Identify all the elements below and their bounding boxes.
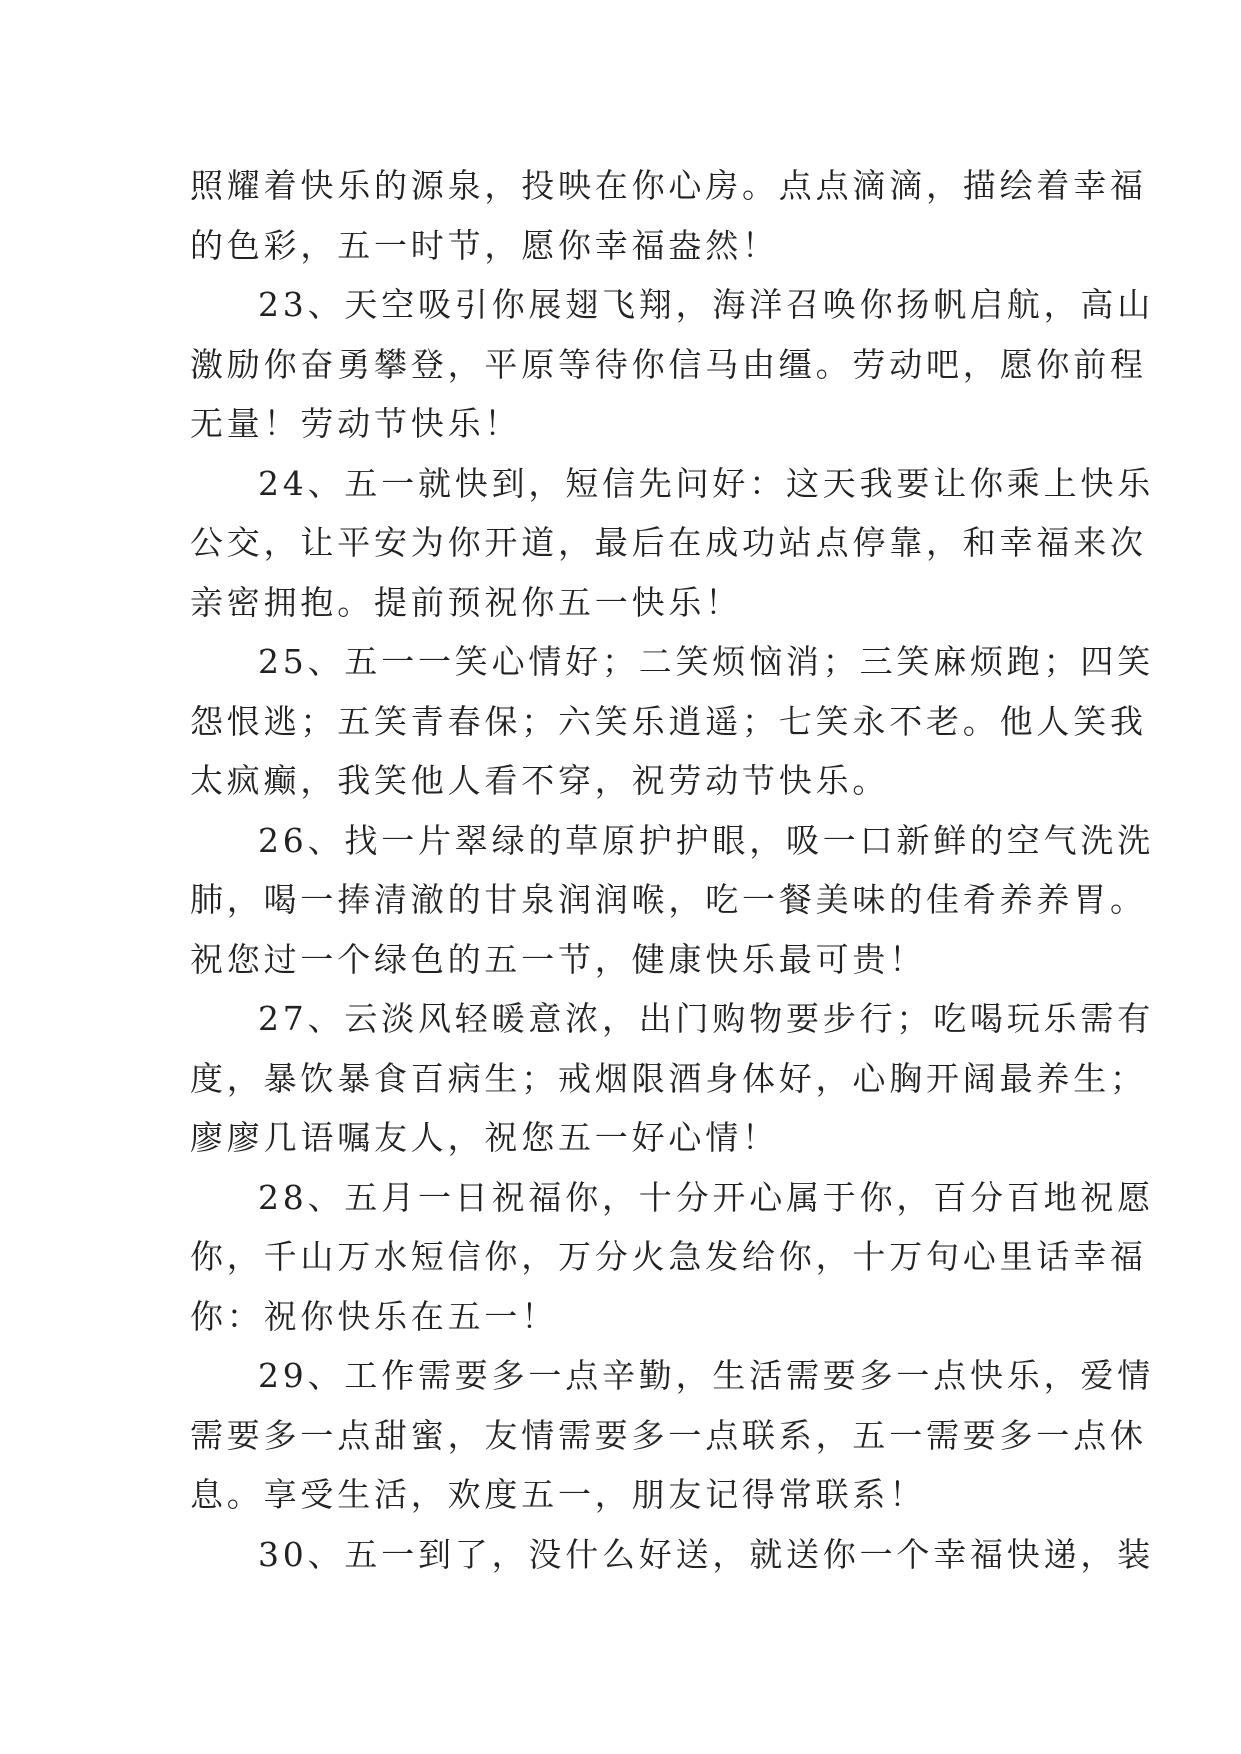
text-line: 你，千山万水短信你，万分火急发给你，十万句心里话幸福 (190, 1237, 1147, 1276)
text-line: 27、云淡风轻暖意浓，出门购物要步行；吃喝玩乐需有 (258, 999, 1154, 1038)
text-line: 度，暴饮暴食百病生；戒烟限酒身体好，心胸开阔最养生； (190, 1058, 1147, 1098)
text-line: 的色彩，五一时节，愿你幸福盎然！ (190, 225, 779, 265)
text-line: 30、五一到了，没什么好送，就送你一个幸福快递，装 (258, 1534, 1154, 1574)
paragraph (190, 275, 1154, 454)
document-body (190, 156, 1154, 1584)
text-line: 26、找一片翠绿的草原护护眼，吸一口新鲜的空气洗洗 (258, 820, 1154, 860)
paragraph (190, 1168, 1154, 1347)
text-line: 照耀着快乐的源泉，投映在你心房。点点滴滴，描绘着幸福 (190, 166, 1147, 205)
text-line: 28、五月一日祝福你，十分开心属于你，百分百地祝愿 (258, 1177, 1154, 1217)
paragraph (190, 811, 1154, 990)
text-line: 无量！劳动节快乐！ (190, 404, 522, 443)
text-line: 肺，喝一捧清澈的甘泉润润喉，吃一餐美味的佳肴养养胃。 (190, 880, 1147, 919)
text-line: 激励你奋勇攀登，平原等待你信马由缰。劳动吧，愿你前程 (190, 344, 1147, 384)
text-line: 你：祝你快乐在五一！ (190, 1296, 558, 1336)
text-line: 廖廖几语嘱友人，祝您五一好心情！ (190, 1118, 779, 1157)
text-line: 公交，让平安为你开道，最后在成功站点停靠，和幸福来次 (190, 523, 1147, 562)
text-line: 亲密拥抱。提前预祝你五一快乐！ (190, 582, 742, 622)
text-line: 太疯癫，我笑他人看不穿，祝劳动节快乐。 (190, 761, 890, 800)
paragraph (190, 989, 1154, 1168)
text-line: 息。享受生活，欢度五一，朋友记得常联系！ (190, 1475, 926, 1514)
paragraph (190, 1346, 1154, 1525)
text-line: 25、五一一笑心情好；二笑烦恼消；三笑麻烦跑；四笑 (258, 642, 1154, 681)
paragraph (190, 156, 1147, 275)
text-line: 29、工作需要多一点辛勤，生活需要多一点快乐，爱情 (258, 1356, 1154, 1395)
paragraph (190, 454, 1154, 633)
paragraph (190, 632, 1154, 811)
text-line: 怨恨逃；五笑青春保；六笑乐逍遥；七笑永不老。他人笑我 (190, 701, 1147, 741)
text-line: 24、五一就快到，短信先问好：这天我要让你乘上快乐 (258, 463, 1154, 503)
text-line: 需要多一点甜蜜，友情需要多一点联系，五一需要多一点休 (190, 1415, 1147, 1455)
paragraph (190, 1525, 1154, 1585)
text-line: 祝您过一个绿色的五一节，健康快乐最可贵！ (190, 939, 926, 979)
text-line: 23、天空吸引你展翅飞翔，海洋召唤你扬帆启航，高山 (258, 285, 1154, 324)
